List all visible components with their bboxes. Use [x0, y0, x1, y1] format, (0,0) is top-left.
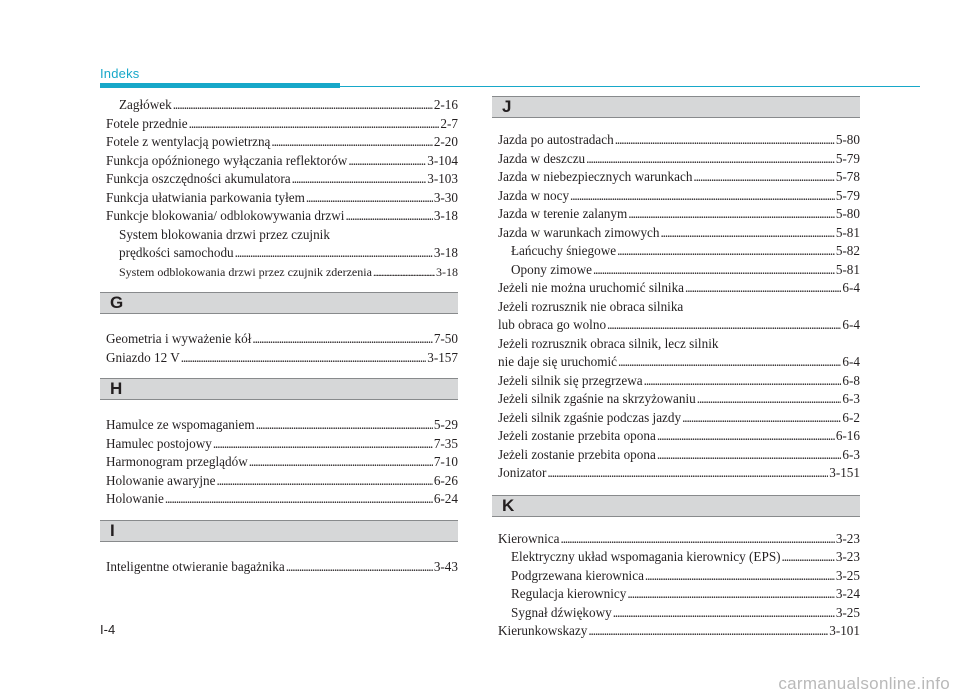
- index-entry-opony-zimowe: Opony zimowe . . . 5-81: [498, 261, 860, 280]
- index-entry-blokowanie-drzwi: Funkcje blokowania/ odblokowywania drzwi . . . 3-18: [106, 207, 458, 226]
- watermark: carmanualsonline.info: [778, 674, 950, 693]
- index-entry-czujnik-predkosci: prędkości samochodu . . . 3-18: [106, 244, 458, 263]
- index-entry-bagaznik: Inteligentne otwieranie bagażnika . . . 3-43: [106, 558, 458, 577]
- index-entry-line: System blokowania drzwi przez czujnik: [119, 226, 330, 242]
- index-entry-zaglowek: Zagłówek . . . 2-16: [106, 96, 458, 115]
- section-letter: J: [502, 97, 512, 116]
- index-entry-podgrzewana-kierownica: Podgrzewana kierownica . . . 3-25: [498, 567, 860, 586]
- section-header-j: [492, 96, 860, 118]
- index-entry-niebezpieczne-warunki: Jazda w niebezpiecznych warunkach . . . 5-78: [498, 168, 860, 187]
- index-entry-przebita-opona: Jeżeli zostanie przebita opona . . . 6-3: [498, 446, 860, 465]
- index-entry-harmonogram: Harmonogram przeglądów . . . 7-10: [106, 453, 458, 472]
- index-entry-autostrady: Jazda po autostradach . . . 5-80: [498, 131, 860, 150]
- index-entry-regulacja-kierownicy: Regulacja kierownicy . . . 3-24: [498, 585, 860, 604]
- index-entry-kierownica: Kierownica . . . 3-23: [498, 530, 860, 549]
- section-header-k: [492, 495, 860, 517]
- index-entry-deszcz: Jazda w deszczu . . . 5-79: [498, 150, 860, 169]
- index-entry-jonizator: Jonizator . . . 3-151: [498, 464, 860, 483]
- index-entry-teren-zalany: Jazda w terenie zalanym . . . 5-80: [498, 205, 860, 224]
- section-letter: K: [502, 495, 515, 515]
- index-entry-kierunkowskazy: Kierunkowskazy . . . 3-101: [498, 622, 860, 641]
- index-entry-przebita-opona: Jeżeli zostanie przebita opona . . . 6-16: [498, 427, 860, 446]
- index-title: Indeks: [100, 66, 140, 81]
- index-entry-wylaczanie-reflektorow: Funkcja opóźnionego wyłączania reflektorów . . . 3-104: [106, 152, 458, 171]
- index-entry-gniazdo: Gniazdo 12 V . . . 3-157: [106, 349, 458, 368]
- index-entry-sygnal-dzwiekowy: Sygnał dźwiękowy . . . 3-25: [498, 604, 860, 623]
- header-accent-bar: [100, 83, 340, 88]
- index-entry-eps: Elektryczny układ wspomagania kierownicy (EPS) . . . 3-23: [498, 548, 860, 567]
- section-header-g: [100, 292, 458, 314]
- index-entry-oszczednosc-akumulatora: Funkcja oszczędności akumulatora . . . 3-103: [106, 170, 458, 189]
- section-letter: G: [110, 293, 124, 312]
- index-entry-holowanie: Holowanie . . . 6-24: [106, 490, 458, 509]
- right-column: [498, 96, 860, 641]
- index-entry-noc: Jazda w nocy . . . 5-79: [498, 187, 860, 206]
- index-entry-line: Jeżeli rozrusznik nie obraca silnika: [498, 298, 684, 314]
- index-entry-lancuchy: Łańcuchy śniegowe . . . 5-82: [498, 242, 860, 261]
- index-entry-czujnik-zderzenia: System odblokowania drzwi przez czujnik zderzenia . . . 3-18: [106, 263, 458, 282]
- page-number: I-4: [100, 622, 116, 637]
- section-header-h: [100, 378, 458, 400]
- index-entry-hamulec-postojowy: Hamulec postojowy . . . 7-35: [106, 435, 458, 454]
- index-entry-zgasnie-jazda: Jeżeli silnik zgaśnie podczas jazdy . . . 6-2: [498, 409, 860, 428]
- index-entry-parkowanie-tylem: Funkcja ułatwiania parkowania tyłem . . . 3-30: [106, 189, 458, 208]
- index-entry-rozrusznik-nie-uruchamia: nie daje się uruchomić . . . 6-4: [498, 353, 860, 372]
- index-entry-nie-mozna-uruchomic: Jeżeli nie można uruchomić silnika . . . 6-4: [498, 279, 860, 298]
- index-entry-line: Jeżeli rozrusznik obraca silnik, lecz silnik: [498, 335, 719, 351]
- section-header-i: [100, 520, 458, 542]
- header-rule: [340, 86, 920, 87]
- index-entry-holowanie-awaryjne: Holowanie awaryjne . . . 6-26: [106, 472, 458, 491]
- index-entry-rozrusznik-wolno: lub obraca go wolno . . . 6-4: [498, 316, 860, 335]
- index-entry-geometria: Geometria i wyważenie kół . . . 7-50: [106, 330, 458, 349]
- index-entry-przegrzewa: Jeżeli silnik się przegrzewa . . . 6-8: [498, 372, 860, 391]
- section-letter: I: [110, 520, 115, 540]
- index-entry-warunki-zimowe: Jazda w warunkach zimowych . . . 5-81: [498, 224, 860, 243]
- section-letter: H: [110, 379, 123, 398]
- index-entry-zgasnie-skrzyzowanie: Jeżeli silnik zgaśnie na skrzyżowaniu . . . 6-3: [498, 390, 860, 409]
- left-column: [106, 96, 458, 576]
- index-entry-hamulce: Hamulce ze wspomaganiem . . . 5-29: [106, 416, 458, 435]
- index-entry-fotele-przednie: Fotele przednie . . . 2-7: [106, 115, 458, 134]
- index-entry-fotele-wentylacja: Fotele z wentylacją powietrzną . . . 2-20: [106, 133, 458, 152]
